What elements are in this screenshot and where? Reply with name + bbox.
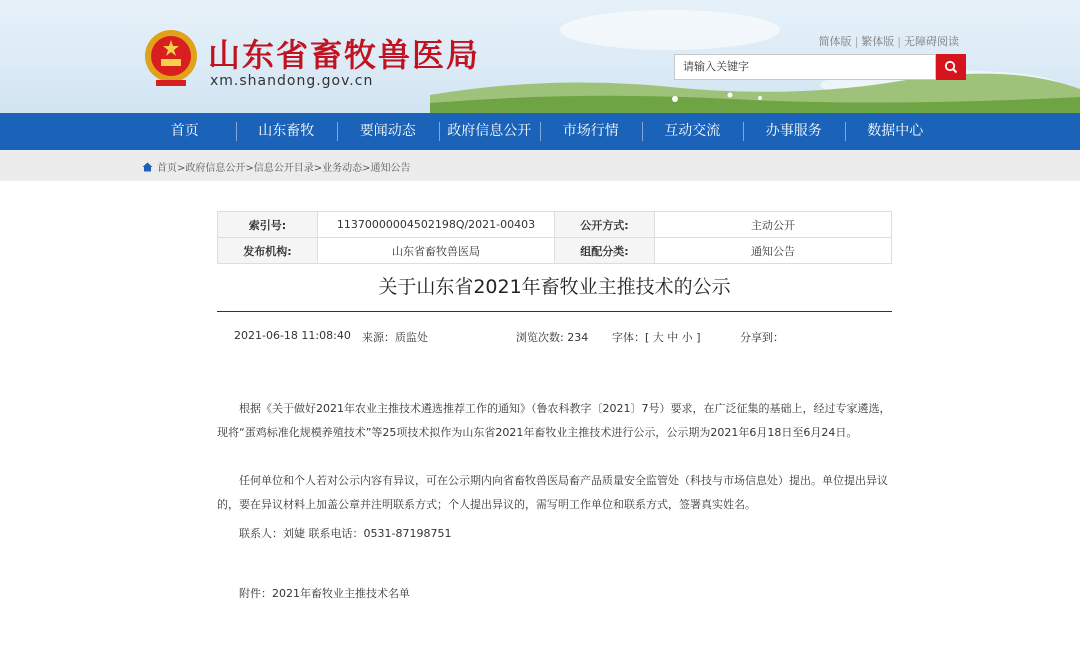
search-button[interactable] <box>936 54 966 80</box>
search-bar <box>674 54 966 80</box>
nav-market[interactable]: 市场行情 <box>540 113 642 150</box>
national-emblem-icon <box>142 28 200 88</box>
open-method-value: 主动公开 <box>655 212 892 238</box>
index-value: 11370000004502198Q/2021-00403 <box>318 212 555 238</box>
nav-shandong-livestock[interactable]: 山东畜牧 <box>236 113 338 150</box>
open-method-label: 公开方式: <box>555 212 655 238</box>
index-label: 索引号: <box>218 212 318 238</box>
document-meta-table <box>217 211 892 264</box>
nav-news[interactable]: 要闻动态 <box>337 113 439 150</box>
contact-info: 联系人：刘婕 联系电话：0531-87198751 <box>239 527 452 540</box>
category-value: 通知公告 <box>655 238 892 264</box>
accessibility-link[interactable]: 无障碍阅读 <box>904 35 959 48</box>
site-domain: xm.shandong.gov.cn <box>210 73 374 89</box>
traditional-link[interactable]: 繁体版 <box>861 35 895 48</box>
search-input[interactable]: 请输入关键字 <box>674 54 936 80</box>
breadcrumb-text[interactable]: 首页>政府信息公开>信息公开目录>业务动态>通知公告 <box>157 163 411 174</box>
simplified-link[interactable]: 简体版 <box>818 35 852 48</box>
home-icon <box>142 162 153 172</box>
nav-data-center[interactable]: 数据中心 <box>845 113 947 150</box>
nav-gov-info[interactable]: 政府信息公开 <box>439 113 541 150</box>
breadcrumb <box>0 150 1080 181</box>
publisher-value: 山东省畜牧兽医局 <box>318 238 555 264</box>
share-to: 分享到： <box>740 331 784 344</box>
font-size-switch[interactable]: 字体：[ 大 中 小 ] <box>612 331 701 344</box>
publisher-label: 发布机构: <box>218 238 318 264</box>
nav-services[interactable]: 办事服务 <box>743 113 845 150</box>
article-source: 来源：质监处 <box>362 331 428 344</box>
attachment-link[interactable]: 附件：2021年畜牧业主推技术名单 <box>239 587 410 600</box>
category-label: 组配分类: <box>555 238 655 264</box>
title-divider <box>217 311 892 312</box>
nav-home[interactable]: 首页 <box>170 123 199 139</box>
publish-datetime: 2021-06-18 11:08:40 <box>234 329 351 342</box>
view-count: 浏览次数: 234 <box>516 331 589 344</box>
main-nav <box>0 113 1080 150</box>
paragraph-1: 根据《关于做好2021年农业主推技术遴选推荐工作的通知》（鲁农科教字〔2021〕7号）要求，在广泛征集的基础上，经过专家遴选，现将“蛋鸡标准化规模养殖技术”等25项技术拟作为山东省2021年畜牧业主推技术进行公示，公示期为2021年6月18日至6月24日。 <box>217 402 891 439</box>
article-title: 关于山东省2021年畜牧业主推技术的公示 <box>378 276 731 298</box>
search-icon <box>944 60 958 74</box>
site-title[interactable]: 山东省畜牧兽医局 <box>208 36 481 74</box>
top-links: 简体版 | 繁体版 | 无障碍阅读 <box>818 35 959 48</box>
nav-interaction[interactable]: 互动交流 <box>642 113 744 150</box>
site-header <box>0 0 1080 113</box>
paragraph-2: 任何单位和个人若对公示内容有异议，可在公示期内向省畜牧兽医局畜产品质量安全监管处（科技与市场信息处）提出。单位提出异议的，要在异议材料上加盖公章并注明联系方式；个人提出异议的，需写明工作单位和联系方式，签署真实姓名。 <box>217 474 888 511</box>
